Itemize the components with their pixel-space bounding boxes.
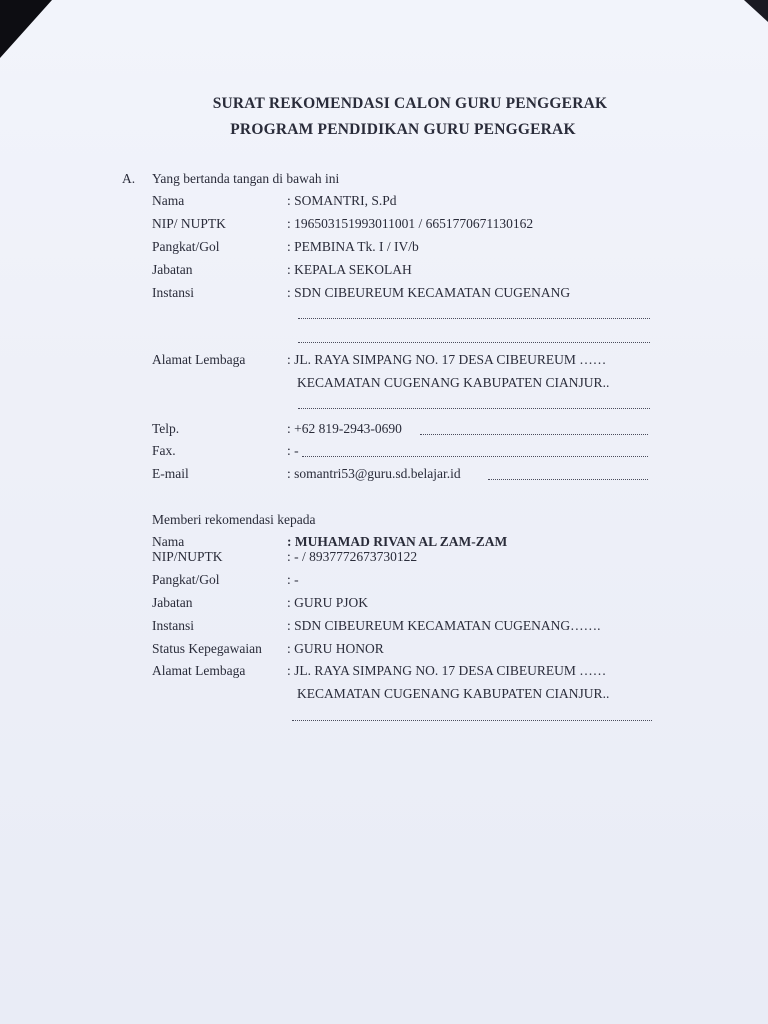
- document-title: SURAT REKOMENDASI CALON GURU PENGGERAK: [212, 95, 608, 112]
- field-label-email: E-mail: [152, 466, 189, 481]
- section-a-marker: A.: [122, 171, 136, 186]
- field-value-telp: : +62 819-2943-0690: [287, 421, 402, 436]
- field-value-pangkat: : PEMBINA Tk. I / IV/b: [287, 239, 419, 254]
- dotted-line: [488, 479, 648, 480]
- field-label-fax: Fax.: [152, 443, 176, 458]
- field-label-alamat: Alamat Lembaga: [152, 352, 246, 367]
- dotted-line: [292, 720, 652, 721]
- recipient-label-nip: NIP/NUPTK: [152, 549, 223, 564]
- field-value-fax: : -: [287, 443, 299, 458]
- recipient-value-nip: : - / 8937772673730122: [287, 549, 418, 564]
- field-value-email: : somantri53@guru.sd.belajar.id: [287, 466, 461, 481]
- field-label-jabatan: Jabatan: [152, 262, 193, 277]
- recipient-label-jabatan: Jabatan: [152, 595, 193, 610]
- field-value-alamat: : JL. RAYA SIMPANG NO. 17 DESA CIBEUREUM ……: [287, 352, 607, 367]
- recipient-label-nama: Nama: [152, 534, 185, 549]
- field-label-pangkat: Pangkat/Gol: [152, 239, 220, 254]
- field-label-telp: Telp.: [152, 421, 180, 436]
- field-label-nama: Nama: [152, 193, 185, 208]
- page-corner-shadow: [0, 0, 52, 58]
- recipient-value-status: : GURU HONOR: [287, 641, 384, 656]
- recipient-label-pangkat: Pangkat/Gol: [152, 572, 220, 587]
- recipient-value-instansi: : SDN CIBEUREUM KECAMATAN CUGENANG…….: [287, 618, 601, 633]
- recipient-value-nama: : MUHAMAD RIVAN AL ZAM-ZAM: [287, 534, 508, 549]
- field-label-instansi: Instansi: [152, 285, 194, 300]
- field-value-alamat-line2: KECAMATAN CUGENANG KABUPATEN CIANJUR..: [297, 375, 610, 390]
- dotted-line: [298, 318, 650, 319]
- section-a-intro: Yang bertanda tangan di bawah ini: [152, 171, 340, 186]
- document-subtitle: PROGRAM PENDIDIKAN GURU PENGGERAK: [230, 121, 576, 138]
- dotted-line: [298, 342, 650, 343]
- recipient-value-pangkat: : -: [287, 572, 299, 587]
- recipient-label-instansi: Instansi: [152, 618, 194, 633]
- recipient-value-alamat: : JL. RAYA SIMPANG NO. 17 DESA CIBEUREUM ……: [287, 663, 607, 678]
- dotted-line: [302, 456, 648, 457]
- section-b-intro: Memberi rekomendasi kepada: [152, 512, 316, 527]
- field-label-nip: NIP/ NUPTK: [152, 216, 226, 231]
- recipient-label-alamat: Alamat Lembaga: [152, 663, 246, 678]
- page-corner-shadow-right: [744, 0, 768, 22]
- recipient-value-alamat-line2: KECAMATAN CUGENANG KABUPATEN CIANJUR..: [297, 686, 610, 701]
- recipient-label-status: Status Kepegawaian: [152, 641, 262, 656]
- field-value-jabatan: : KEPALA SEKOLAH: [287, 262, 412, 277]
- dotted-line: [420, 434, 648, 435]
- recipient-value-jabatan: : GURU PJOK: [287, 595, 369, 610]
- field-value-nama: : SOMANTRI, S.Pd: [287, 193, 397, 208]
- dotted-line: [298, 408, 650, 409]
- field-value-instansi: : SDN CIBEUREUM KECAMATAN CUGENANG: [287, 285, 571, 300]
- field-value-nip: : 196503151993011001 / 6651770671130162: [287, 216, 534, 231]
